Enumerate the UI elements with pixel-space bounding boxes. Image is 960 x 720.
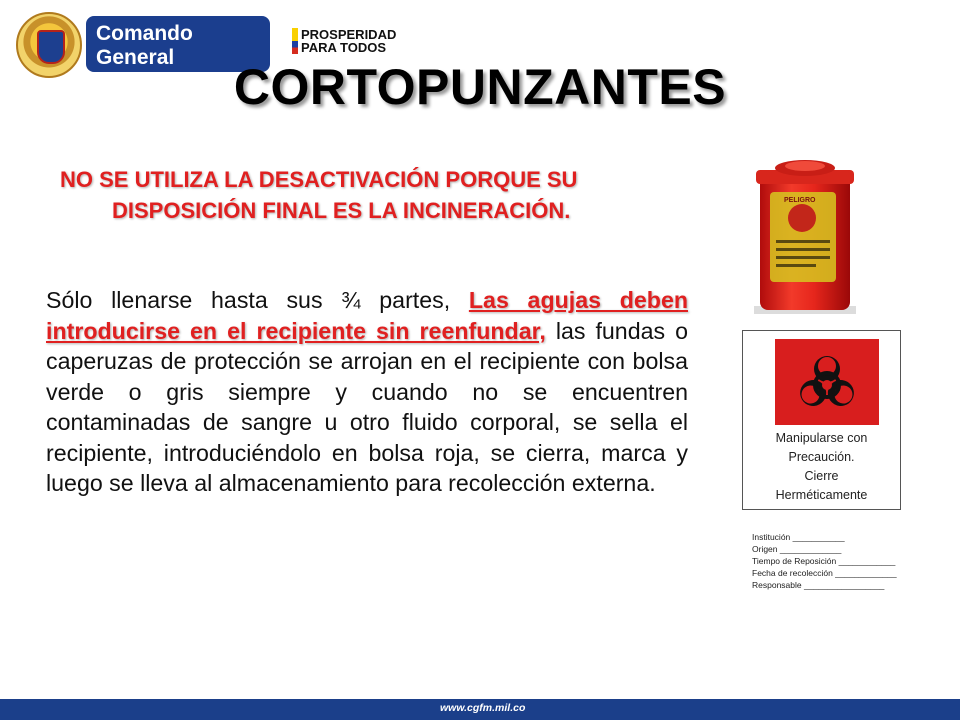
body-text-part1: Sólo llenarse hasta sus ¾ partes,: [46, 287, 469, 313]
biohazard-label-card: [742, 330, 901, 510]
label-line1: Manipularse con: [775, 431, 868, 445]
slide-title: CORTOPUNZANTES: [233, 59, 727, 115]
form-responsable: Responsable _________________: [752, 580, 885, 590]
body-paragraph: [46, 285, 688, 499]
prosperity-line2: PARA TODOS: [301, 40, 386, 55]
biohazard-icon: [775, 339, 879, 425]
colombia-flag-icon: [292, 28, 298, 54]
label-line2: Precaución.: [788, 450, 855, 464]
lead-line2: DISPOSICIÓN FINAL ES LA INCINERACIÓN.: [112, 198, 571, 223]
container-peligro-text: PELIGRO: [784, 197, 816, 204]
form-institucion: Institución ___________: [752, 532, 845, 542]
body-highlight: Las agujas deben introducirse en el recipiente sin reenfundar,: [46, 287, 688, 344]
form-fecha-recoleccion: Fecha de recolección _____________: [752, 568, 897, 578]
waste-label-form: [752, 531, 897, 591]
prosperity-line1: PROSPERIDAD: [301, 27, 397, 42]
footer-url-link[interactable]: www.cgfm.mil.co: [440, 702, 526, 714]
lead-statement: [60, 164, 700, 226]
label-line4: Herméticamente: [775, 488, 868, 502]
label-line3: Cierre: [804, 469, 839, 483]
label-card-text: [743, 429, 900, 505]
logo-title: Comando General: [96, 22, 193, 69]
body-text-part2: las fundas o caperuzas de protección se arrojan en el recipiente con bolsa verde o gris siempre y cuando no se encuentren contaminadas de sangre u otro fluido corporal, se sella el recipiente, introduciéndolo en bolsa roja, se cierra, marca y luego se lleva al almacenamiento para recolección externa.: [46, 317, 689, 496]
lead-line1: NO SE UTILIZA LA DESACTIVACIÓN PORQUE SU: [60, 167, 578, 192]
footer-bar: [0, 699, 960, 720]
form-origen: Origen _____________: [752, 544, 842, 554]
logo-subtitle: Fuerzas Militares de Colombia: [96, 71, 216, 101]
form-tiempo-reposicion: Tiempo de Reposición ____________: [752, 556, 896, 566]
biohazard-icon-box: [775, 339, 879, 425]
sharps-container-image: [752, 156, 858, 316]
prosperidad-logo: [292, 28, 396, 54]
